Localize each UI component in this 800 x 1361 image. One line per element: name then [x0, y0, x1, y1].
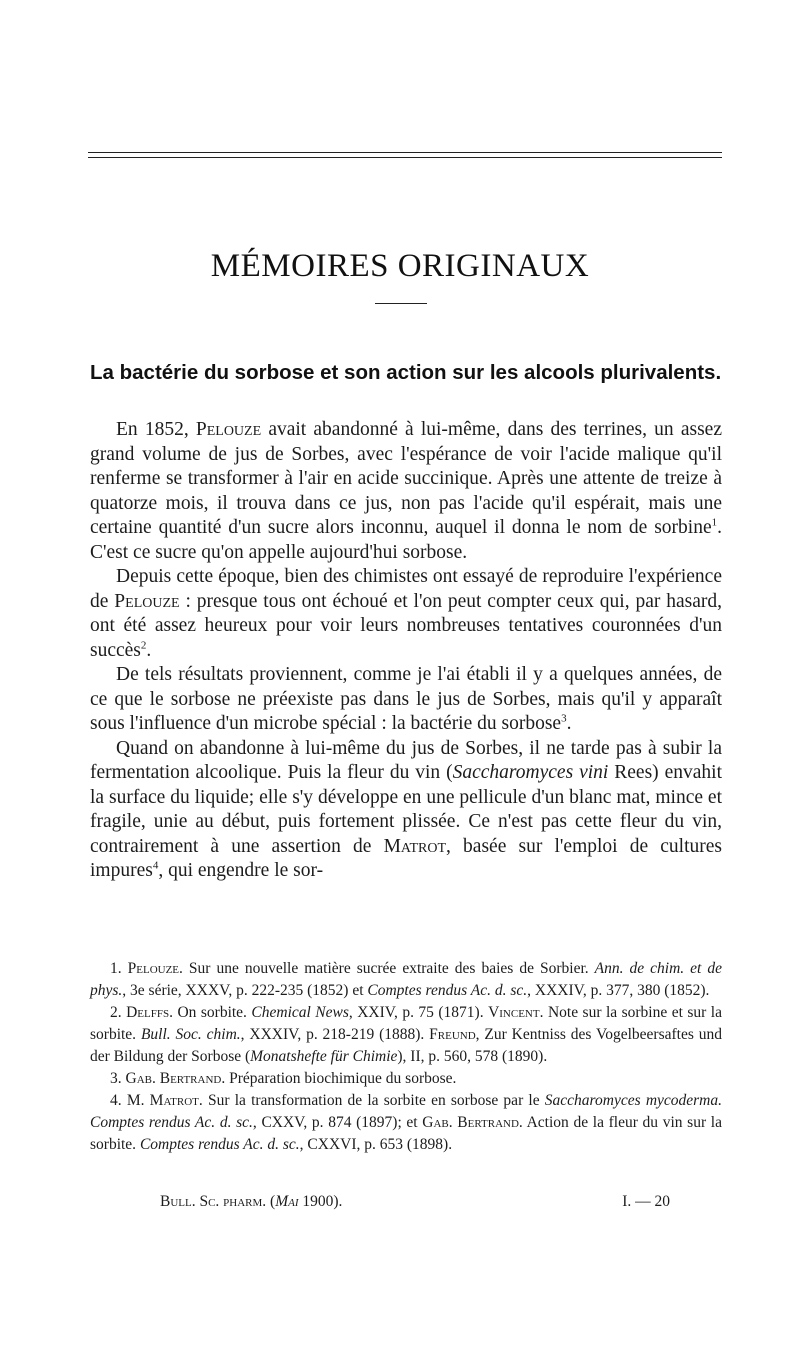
page-number: I. — 20	[622, 1193, 670, 1210]
species-name: Saccharomyces vini	[452, 762, 609, 783]
footnote-2: 2. Delffs. On sorbite. Chemical News, XXIV, p. 75 (1871). Vincent. Note sur la sorbine et sur la sorbite. Bull. Soc. chim., XXXIV, p. 218-219 (1888). Freund, Zur Kentniss des Vogelbeersaftes und der Bildung der Sorbose (Monatshefte für Chimie), II, p. 560, 578 (1890).	[90, 1004, 722, 1065]
author-name: Matrot	[383, 835, 447, 857]
title-divider	[375, 303, 427, 304]
paragraph-4: Quand on abandonne à lui-même du jus de Sorbes, il ne tarde pas à subir la fermentation alcoolique. Puis la fleur du vin (Saccharomyces vini Rees) envahit la surface du liquide; elle s'y développe en une pellicule d'un blanc mat, mince et fragile, unie au début, puis fortement plissée. Ce n'est pas cette fleur du vin, contrairement à une assertion de Matrot, basée sur l'emploi de cultures impures$^4$, qui engendre le sor-	[90, 737, 722, 881]
footnote-ref-2: 2	[140, 639, 147, 651]
footnotes	[90, 958, 722, 1156]
article-title: La bactérie du sorbose et son action sur les alcools plurivalents.	[90, 361, 722, 384]
footnote-4: 4. M. Matrot. Sur la transformation de la sorbite en sorbose par le Saccharomyces mycoderma. Comptes rendus Ac. d. sc., CXXV, p. 874 (1897); et Gab. Bertrand. Action de la fleur du vin sur la sorbite. Comptes rendus Ac. d. sc., CXXVI, p. 653 (1898).	[90, 1092, 722, 1153]
footnote-ref-1: 1	[711, 516, 718, 529]
footnote-ref-3: 3	[561, 712, 567, 725]
footnote-3: 3. Gab. Bertrand. Préparation biochimique du sorbose.	[110, 1070, 457, 1087]
paragraph-3: De tels résultats proviennent, comme je l'ai établi il y a quelques années, de ce que le sorbose ne préexiste pas dans le jus de Sorbes, mais qu'il y apparaît sous l'influence d'un microbe spécial : la bactérie du sorbose$^3$.	[90, 664, 722, 734]
footnote-ref-4: 4	[152, 859, 159, 872]
paragraph-1: En 1852, Pelouze avait abandonné à lui-même, dans des terrines, un assez grand volume de jus de Sorbes, avec l'espérance de voir l'acide malique qu'il renferme se transformer à l'air en acide succinique. Après une attente de treize à quatorze mois, il trouva dans ce jus, non pas l'acide qu'il espérait, mais une certaine quantité d'un sucre alors inconnu, auquel il donna le nom de sorbine$^1$. C'est ce sucre qu'on appelle aujourd'hui sorbose.	[90, 419, 722, 563]
footnote-1: 1. Pelouze. Sur une nouvelle matière sucrée extraite des baies de Sorbier. Ann. de chim. et de phys., 3e série, XXXV, p. 222-235 (1852) et Comptes rendus Ac. d. sc., XXXIV, p. 377, 380 (1852).	[90, 960, 722, 999]
journal-reference: Bull. Sc. pharm. (Mai 1900).	[160, 1193, 343, 1210]
author-name: Pelouze	[195, 419, 262, 440]
article-body	[90, 418, 722, 884]
page-title: MÉMOIRES ORIGINAUX	[210, 248, 590, 284]
paragraph-2: Depuis cette époque, bien des chimistes ont essayé de reproduire l'expérience de Pelouze : presque tous ont échoué et l'on peut compter ceux qui, par hasard, ont été assez heureux pour voir leurs nombreuses tentatives couronnées d'un succès$^2$.	[90, 566, 723, 661]
header-double-rule	[88, 152, 722, 158]
author-name: Pelouze	[114, 590, 180, 612]
